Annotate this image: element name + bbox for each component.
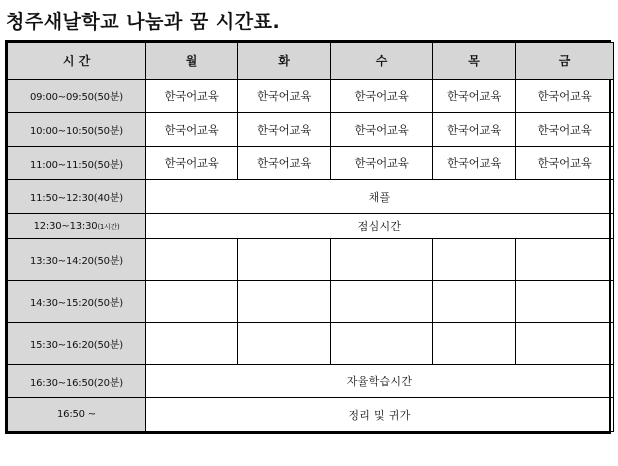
table-row-lunch: [8, 214, 614, 239]
header-time: 시 간: [8, 43, 146, 80]
table-row: [8, 239, 614, 281]
class-cell: 한국어교육: [146, 79, 238, 113]
table-row: [8, 322, 614, 364]
class-cell: 한국어교육: [433, 79, 516, 113]
table-row: [8, 79, 614, 113]
time-duration-small: (1시간): [97, 222, 120, 231]
time-cell: 16:50 ~: [8, 398, 146, 432]
class-cell: [238, 239, 331, 281]
class-cell: [146, 281, 238, 323]
time-cell: 15:30~16:20(50분): [8, 322, 146, 364]
header-day-thu: 목: [433, 43, 516, 80]
class-cell: [238, 322, 331, 364]
class-cell: [516, 239, 614, 281]
class-cell: [146, 239, 238, 281]
time-cell: 13:30~14:20(50분): [8, 239, 146, 281]
time-cell: 10:00~10:50(50분): [8, 113, 146, 147]
time-cell: 14:30~15:20(50분): [8, 281, 146, 323]
header-row: [8, 43, 614, 80]
header-day-tue: 화: [238, 43, 331, 80]
span-cell-chapel: 채플: [146, 180, 614, 214]
page-title: 청주새날학교 나눔과 꿈 시간표.: [6, 11, 281, 33]
class-cell: [331, 322, 433, 364]
time-cell: [8, 214, 146, 239]
class-cell: 한국어교육: [331, 113, 433, 147]
class-cell: [238, 281, 331, 323]
time-cell: 16:30~16:50(20분): [8, 364, 146, 398]
table-row: [8, 113, 614, 147]
class-cell: [146, 322, 238, 364]
table-row: [8, 146, 614, 180]
table-row-chapel: [8, 180, 614, 214]
class-cell: [516, 322, 614, 364]
table-row-self-study: [8, 364, 614, 398]
header-day-mon: 월: [146, 43, 238, 80]
span-cell-dismissal: 정리 및 귀가: [146, 398, 614, 432]
time-cell: 09:00~09:50(50분): [8, 79, 146, 113]
span-cell-self-study: 자율학습시간: [146, 364, 614, 398]
class-cell: 한국어교육: [516, 113, 614, 147]
class-cell: [433, 322, 516, 364]
class-cell: 한국어교육: [146, 146, 238, 180]
class-cell: [331, 239, 433, 281]
class-cell: 한국어교육: [238, 146, 331, 180]
class-cell: 한국어교육: [146, 113, 238, 147]
time-cell: 11:00~11:50(50분): [8, 146, 146, 180]
class-cell: 한국어교육: [516, 146, 614, 180]
class-cell: 한국어교육: [238, 79, 331, 113]
timetable-grid: [7, 42, 614, 432]
time-cell: 11:50~12:30(40분): [8, 180, 146, 214]
table-row: [8, 281, 614, 323]
class-cell: 한국어교육: [331, 146, 433, 180]
class-cell: [433, 281, 516, 323]
class-cell: [331, 281, 433, 323]
class-cell: [516, 281, 614, 323]
class-cell: 한국어교육: [433, 146, 516, 180]
timetable: [5, 40, 611, 434]
class-cell: 한국어교육: [238, 113, 331, 147]
class-cell: 한국어교육: [516, 79, 614, 113]
table-row-dismissal: [8, 398, 614, 432]
header-day-wed: 수: [331, 43, 433, 80]
time-main: 12:30~13:30: [33, 220, 98, 232]
span-cell-lunch: 점심시간: [146, 214, 614, 239]
class-cell: 한국어교육: [331, 79, 433, 113]
header-day-fri: 금: [516, 43, 614, 80]
class-cell: [433, 239, 516, 281]
class-cell: 한국어교육: [433, 113, 516, 147]
